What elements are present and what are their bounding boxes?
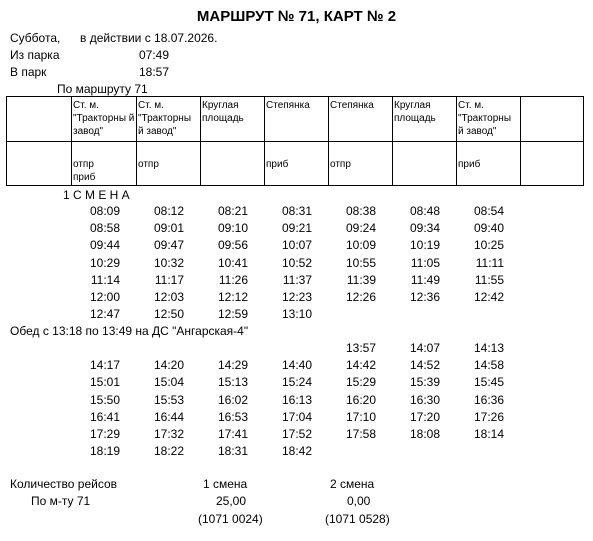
time-cell: 17:41	[217, 427, 248, 441]
time-cell: 15:29	[345, 375, 376, 390]
time-cell: 17:20	[409, 409, 440, 424]
time-cell: 12:00	[89, 290, 120, 304]
time-cell: 11:49	[410, 272, 440, 287]
shift2-code: (1071 0528)	[325, 512, 390, 526]
time-cell: 15:04	[153, 375, 184, 390]
time-cell: 17:58	[345, 427, 376, 441]
time-cell: 11:55	[474, 272, 504, 287]
time-cell: 11:17	[154, 272, 184, 287]
time-cell: 16:13	[281, 392, 312, 407]
column-stop-name: Степянка	[266, 100, 310, 111]
time-cell: 09:40	[473, 221, 504, 236]
time-cell: 16:36	[473, 392, 504, 407]
grid-col-divider	[456, 97, 457, 185]
time-cell: 12:59	[217, 307, 248, 322]
time-cell: 08:58	[89, 221, 120, 236]
time-cell: 15:13	[217, 375, 248, 390]
time-cell: 17:10	[345, 409, 376, 424]
time-cell: 10:29	[89, 255, 120, 270]
time-cell: 09:34	[409, 221, 440, 236]
time-cell: 14:29	[217, 358, 248, 373]
trips-label: Количество рейсов	[10, 477, 118, 491]
time-cell: 09:21	[281, 221, 312, 236]
shift1-code: (1071 0024)	[198, 512, 263, 526]
time-cell: 14:07	[409, 341, 440, 355]
time-cell: 14:17	[89, 358, 120, 373]
time-cell: 14:40	[281, 358, 312, 373]
grid-col-divider	[200, 97, 201, 185]
grid-row-divider	[7, 141, 583, 142]
time-cell: 16:41	[89, 409, 120, 424]
time-cell: 17:04	[281, 409, 312, 424]
time-cell: 09:56	[217, 238, 248, 253]
column-stop-name: Круглая площадь	[394, 100, 436, 124]
grid-col-divider	[136, 97, 137, 185]
route-label: По маршруту 71	[57, 82, 148, 96]
grid-col-divider	[392, 97, 393, 185]
to-park-label: В парк	[10, 65, 47, 79]
time-cell: 12:12	[217, 290, 248, 304]
column-stop-name: Круглая площадь	[202, 100, 244, 124]
time-cell: 09:10	[217, 221, 248, 236]
time-cell: 11:37	[282, 272, 312, 287]
time-cell: 18:14	[473, 427, 504, 441]
time-cell: 12:50	[153, 307, 184, 322]
time-cell: 15:45	[473, 375, 504, 390]
time-cell: 15:39	[409, 375, 440, 390]
to-park-time: 18:57	[139, 65, 170, 79]
time-cell: 09:24	[345, 221, 376, 236]
time-cell: 14:58	[473, 358, 504, 373]
time-cell: 17:32	[153, 427, 184, 441]
time-cell: 16:02	[217, 392, 248, 407]
time-cell: 11:11	[475, 255, 504, 270]
shift2-summary-label: 2 смена	[330, 477, 375, 491]
time-cell: 10:25	[473, 238, 504, 253]
grid-col-divider	[520, 97, 521, 185]
grid-col-divider	[328, 97, 329, 185]
column-mode: отпр приб	[73, 159, 96, 183]
time-cell: 15:01	[89, 375, 120, 390]
page-title: МАРШРУТ № 71, КАРТ № 2	[196, 8, 397, 25]
column-mode: приб	[266, 159, 289, 170]
time-cell: 18:08	[409, 427, 440, 441]
time-cell: 14:20	[153, 358, 184, 373]
time-cell: 12:42	[473, 290, 504, 304]
day-label: Суббота,	[10, 31, 61, 45]
time-cell: 09:01	[153, 221, 184, 236]
time-cell: 17:52	[281, 427, 312, 441]
time-cell: 18:31	[217, 444, 248, 459]
time-cell: 08:48	[409, 204, 440, 218]
time-cell: 10:55	[345, 255, 376, 270]
time-cell: 14:42	[345, 358, 376, 373]
from-park-label: Из парка	[10, 48, 60, 62]
column-mode: отпр	[138, 159, 159, 170]
time-cell: 14:13	[473, 341, 504, 355]
time-cell: 17:29	[89, 427, 120, 441]
time-cell: 11:14	[90, 272, 120, 287]
time-cell: 08:12	[153, 204, 184, 218]
time-cell: 18:42	[281, 444, 312, 459]
time-cell: 12:47	[89, 307, 120, 322]
time-cell: 18:19	[89, 444, 120, 459]
time-cell: 15:24	[281, 375, 312, 390]
time-cell: 13:10	[281, 307, 312, 322]
shift1-label: 1 С М Е Н А	[63, 188, 130, 202]
time-cell: 16:44	[153, 409, 184, 424]
time-cell: 15:50	[89, 392, 120, 407]
time-cell: 08:38	[345, 204, 376, 218]
time-cell: 15:53	[153, 392, 184, 407]
time-cell: 16:30	[409, 392, 440, 407]
time-cell: 16:20	[345, 392, 376, 407]
grid-col-divider	[264, 97, 265, 185]
shift2-trip-count: 0,00	[347, 494, 371, 508]
time-cell: 12:23	[281, 290, 312, 304]
time-cell: 10:07	[281, 238, 312, 253]
time-cell: 10:19	[409, 238, 440, 253]
time-cell: 11:05	[410, 255, 440, 270]
column-mode: приб	[458, 159, 481, 170]
time-cell: 08:54	[473, 204, 504, 218]
time-cell: 10:32	[153, 255, 184, 270]
time-cell: 09:44	[89, 238, 120, 253]
time-cell: 17:26	[473, 409, 504, 424]
stops-header-grid	[6, 96, 584, 186]
time-cell: 08:21	[217, 204, 248, 218]
time-cell: 13:57	[345, 341, 376, 355]
time-cell: 11:26	[218, 272, 248, 287]
time-cell: 12:36	[409, 290, 440, 304]
shift1-trip-count: 25,00	[216, 494, 247, 508]
time-cell: 12:03	[153, 290, 184, 304]
valid-from: в действии с 18.07.2026.	[80, 31, 218, 45]
time-cell: 11:39	[346, 272, 376, 287]
time-cell: 16:53	[217, 409, 248, 424]
column-stop-name: Ст. м. "Тракторны й завод"	[138, 100, 192, 137]
column-stop-name: Ст. м. "Тракторны й завод"	[73, 100, 135, 137]
shift1-summary-label: 1 смена	[203, 477, 248, 491]
time-cell: 14:52	[409, 358, 440, 373]
grid-col-divider	[71, 97, 72, 185]
column-stop-name: Ст. м. "Тракторны й завод"	[458, 100, 512, 137]
time-cell: 10:09	[345, 238, 376, 253]
column-mode: отпр	[330, 159, 351, 170]
time-cell: 09:47	[153, 238, 184, 253]
route-summary-label: По м-ту 71	[31, 494, 91, 508]
time-cell: 08:09	[89, 204, 120, 218]
column-stop-name: Степянка	[330, 100, 374, 111]
time-cell: 08:31	[281, 204, 312, 218]
time-cell: 18:22	[153, 444, 184, 459]
time-cell: 12:26	[345, 290, 376, 304]
time-cell: 10:52	[281, 255, 312, 270]
from-park-time: 07:49	[139, 48, 170, 62]
time-cell: 10:41	[217, 255, 248, 270]
lunch-note: Обед с 13:18 по 13:49 на ДС "Ангарская-4"	[10, 324, 249, 338]
